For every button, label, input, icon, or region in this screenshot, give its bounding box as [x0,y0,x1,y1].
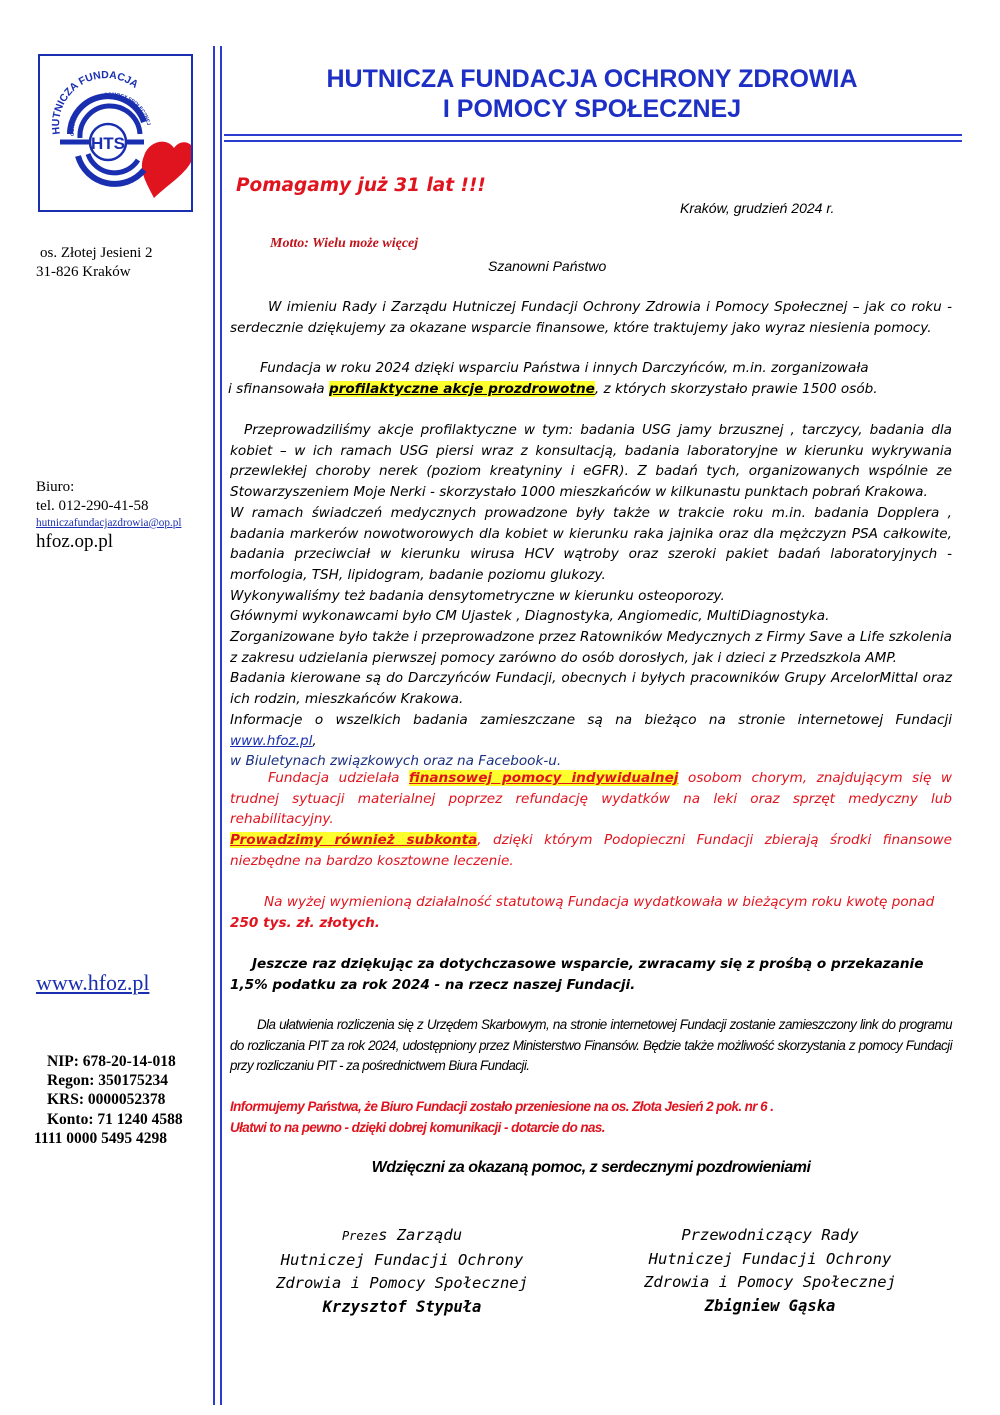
subaccounts-post: , dzięki którym Podopieczni Fundacji zbierają środki finansowe niezbędne na bardzo kosztowne leczenie. [230,832,952,869]
paragraph-densitometry: Wykonywaliśmy też badania densytometryczne w kierunku osteoporozy. [230,587,725,604]
office-contact-block [36,478,181,553]
signature-left-org-2: Zdrowia i Pomocy Społecznej [276,1274,528,1292]
paragraph-spending [230,892,952,933]
financial-aid-pre: Fundacja udzielała [268,770,409,786]
sidebar-website-link[interactable]: www.hfoz.pl [36,970,150,995]
paragraph-actions-post: , z których skorzystało prawie 1500 osób. [594,380,878,397]
pit-help-text: Dla ułatwienia rozliczenia się z Urzędem Skarbowym, na stronie internetowej Fundacji zostanie zamieszczony link do programu do rozliczania PIT za rok 2024, udostępniony przez Ministerstwo Finansów. Będzie także możliwość skorzystania z pomocy Fundacji przy rozliczaniu PIT - za pośrednictwem Biura Fundacji. [230,1017,952,1074]
tax-request-line-1: Jeszcze raz dziękując za dotychczasowe wsparcie, zwracamy się z prośbą o przekazanie [252,956,924,972]
registration-block [34,1052,183,1148]
highlight-subaccounts: Prowadzimy również subkonta [230,832,478,848]
address-line-2: 31-826 Kraków [36,264,131,280]
highlight-individual-aid: finansowej pomocy indywidualnej [409,770,679,786]
salutation: Szanowni Państwo [488,258,607,274]
paragraph-tax-request [230,954,952,995]
signature-left-org-1: Hutniczej Fundacji Ochrony [280,1250,524,1269]
paragraph-thanks-text: W imieniu Rady i Zarządu Hutniczej Fundacji Ochrony Zdrowia i Pomocy Społecznej – jak co roku - serdecznie dziękujemy za okazane wsparcie finansowe, które traktujemy jako wyraz niesienia pomocy. [230,299,952,336]
spending-amount: 250 tys. zł. złotych. [230,914,380,931]
krs-number: KRS: 0000052378 [47,1091,166,1109]
paragraph-thanks [230,297,952,338]
paragraph-actions [228,358,950,399]
paragraph-info-post: , [312,732,317,749]
nip-number: NIP: 678-20-14-018 [47,1053,176,1070]
paragraph-info-pre: Informacje o wszelkich badania zamieszczane są na bieżąco na stronie internetowej Fundacji [230,711,952,728]
bank-account-line-2: 1111 0000 5495 4298 [34,1129,168,1147]
foundation-logo [38,54,193,212]
vertical-divider-left [213,46,215,1405]
logo-arc-text-top: HUTNICZA FUNDACJA [50,69,141,136]
address-line-1: os. Złotej Jesieni 2 [40,245,153,261]
signature-right-org-2: Zdrowia i Pomocy Społecznej [644,1273,896,1291]
regon-number: Regon: 350175234 [47,1072,168,1090]
paragraph-financial-aid [230,768,952,830]
signature-right-org-1: Hutniczej Fundacji Ochrony [648,1249,892,1268]
title-line-1: HUTNICZA FUNDACJA OCHRONY ZDROWIA [326,65,858,93]
paragraph-subaccounts [230,830,952,871]
letter-date: Kraków, grudzień 2024 r. [680,200,835,216]
office-move-line-2: Ułatwi to na pewno - dzięki dobrej komunikacji - dotarcie do nas. [230,1119,605,1135]
title-line-2: I POMOCY SPOŁECZNEJ [442,95,742,123]
paragraph-actions-pre: i sfinansowała [228,380,329,397]
office-email-link[interactable]: hutniczafundacjazdrowia@op.pl [36,517,182,529]
logo-initials: HTS [91,134,125,153]
address-block [36,244,153,282]
office-label: Biuro: [36,479,75,495]
website-link[interactable]: www.hfoz.pl [230,732,313,749]
paragraph-office-move [230,1097,952,1138]
office-move-line-1: Informujemy Państwa, że Biuro Fundacji zostało przeniesione na os. Złota Jesień 2 pok. nr 6 . [230,1099,774,1114]
paragraph-beneficiaries: Badania kierowane są do Darczyńców Fundacji, obecnych i byłych pracowników Grupy ArcelorMittal oraz ich rodzin, mieszkańców Krakowa. [230,670,952,708]
vertical-divider-right [220,46,222,1405]
paragraph-pit-help [230,1015,952,1077]
tax-request-line-2: 1,5% podatku za rok 2024 - na rzecz naszej Fundacji. [230,976,636,993]
paragraph-info-bulletins: w Biuletynach związkowych oraz na Facebook-u. [230,753,562,770]
page-title [232,64,952,124]
paragraph-medical-services: W ramach świadczeń medycznych prowadzone były także w trakcie roku m.in. badania Dopplera , badania markerów nowotworowych dla kobiet w kierunku raka jajnika oraz dla mężczyzn PSA całkowite, badania przeciwciał w kierunku wirusa HCV wątroby oraz szeroki pakiet badań laboratoryjnych - morfologia, TSH, lipidogram, badanie poziomu glukozy. [230,504,952,583]
heart-icon [142,142,191,198]
office-website: hfoz.op.pl [36,531,114,552]
paragraph-contractors: Głównymi wykonawcami było CM Ujastek , Diagnostyka, Angiomedic, MultiDiagnostyka. [230,608,830,625]
logo-arc-text-mid: OCHRONY ZDROWIA I POMOCY SPOŁECZNEJ [69,91,152,137]
bank-account-line-1: Konto: 71 1240 4588 [47,1110,183,1128]
financial-aid-post: osobom chorym, znajdującym się w trudnej sytuacji materialnej poprzez refundację wydatków na leki oraz sprzęt medyczny lub rehabilitacyjny. [230,770,952,828]
paragraph-actions-line-1: Fundacja w roku 2024 dzięki wsparciu Państwa i innych Darczyńców, m.in. zorganizowała [260,360,869,376]
signature-left [266,1224,538,1319]
slogan: Pomagamy już 31 lat !!! [236,175,486,196]
signature-left-name: Krzysztof Stypuła [322,1297,482,1316]
paragraph-usg-text: Przeprowadziliśmy akcje profilaktyczne w tym: badania USG jamy brzusznej , tarczycy, badania dla kobiet – w ich ramach USG piersi wraz z konsultacją, badania laboratoryjne w kierunku wykrywania przewlekłej choroby nerek (poziom kreatyniny i eGFR). Z badań tych, organizowanych wspólnie ze Stowarzyszeniem Moje Nerki - skorzystało 1000 mieszkańców w kilkunastu punktach pobrań Krakowa. [230,422,952,501]
highlight-prophylactic-actions: profilaktyczne akcje prozdrowotne [328,380,595,397]
signature-right [634,1224,906,1318]
motto: Motto: Wielu może więcej [270,236,419,251]
signature-right-name: Zbigniew Gąska [704,1296,836,1315]
header-rule-bottom [224,140,962,142]
paragraph-programs [230,420,952,772]
signature-right-role: Przewodniczący Rady [681,1226,859,1244]
paragraph-first-aid: Zorganizowane było także i przeprowadzone przez Ratowników Medycznych z Firmy Save a Life szkolenia z zakresu udzielania pierwszej pomocy zarówno do osób dorosłych, jak i dzieci z Przedszkola AMP. [230,629,952,666]
signature-left-role: s Zarządu [378,1226,463,1244]
office-phone: tel. 012-290-41-58 [36,498,149,514]
header-rule-top [224,134,962,136]
foundation-logo-graphic [40,56,191,210]
spending-line-1: Na wyżej wymienioną działalność statutową Fundacja wydatkowała w bieżącym roku kwotę ponad [264,894,935,910]
signature-left-role-small: Preze [341,1229,379,1243]
closing-greeting: Wdzięczni za okazaną pomoc, z serdecznymi pozdrowieniami [371,1159,811,1176]
